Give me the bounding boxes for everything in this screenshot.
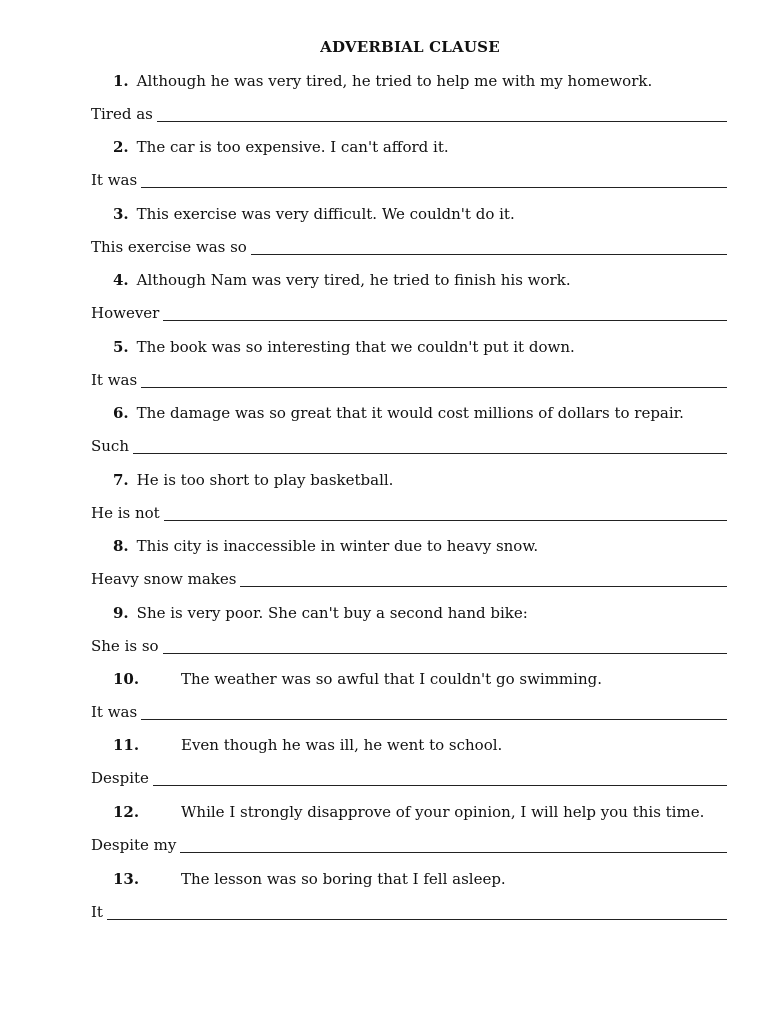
answer-blank[interactable] xyxy=(107,903,727,920)
answer-lead: However xyxy=(91,304,160,322)
exercise-prompt xyxy=(113,668,602,690)
answer-line xyxy=(91,435,727,457)
exercise-number: 2. xyxy=(113,138,129,156)
answer-lead: He is not xyxy=(91,504,160,522)
exercise-prompt xyxy=(113,269,571,291)
exercise-number: 6. xyxy=(113,404,129,422)
exercise-sentence: The lesson was so boring that I fell asleep. xyxy=(181,870,506,888)
answer-line xyxy=(91,169,727,191)
answer-line xyxy=(91,236,727,258)
exercise-prompt xyxy=(113,336,575,358)
answer-blank[interactable] xyxy=(180,836,727,853)
answer-line xyxy=(91,767,727,789)
answer-lead: It was xyxy=(91,171,138,189)
exercise-sentence: The book was so interesting that we couldn't put it down. xyxy=(136,338,575,356)
answer-blank[interactable] xyxy=(153,769,727,786)
exercise-prompt xyxy=(113,734,502,756)
exercise-sentence: The weather was so awful that I couldn't go swimming. xyxy=(181,670,602,688)
exercise-number: 4. xyxy=(113,271,129,289)
exercise-number: 3. xyxy=(113,205,129,223)
exercise-prompt xyxy=(113,801,704,823)
answer-lead: She is so xyxy=(91,637,159,655)
exercise-prompt xyxy=(113,535,538,557)
answer-lead: Such xyxy=(91,437,129,455)
answer-lead: Tired as xyxy=(91,105,153,123)
exercise-sentence: The damage was so great that it would cost millions of dollars to repair. xyxy=(136,404,684,422)
exercise-number: 7. xyxy=(113,471,129,489)
answer-lead: This exercise was so xyxy=(91,238,247,256)
exercise-sentence: Although Nam was very tired, he tried to finish his work. xyxy=(136,271,571,289)
answer-lead: Despite xyxy=(91,769,149,787)
answer-blank[interactable] xyxy=(141,171,727,188)
exercise-number: 11. xyxy=(113,736,140,754)
exercise-prompt xyxy=(113,602,528,624)
exercise-prompt xyxy=(113,868,506,890)
exercise-number: 13. xyxy=(113,870,140,888)
answer-line xyxy=(91,834,727,856)
answer-blank[interactable] xyxy=(141,371,727,388)
answer-blank[interactable] xyxy=(141,703,727,720)
answer-lead: It was xyxy=(91,703,138,721)
exercise-prompt xyxy=(113,203,515,225)
exercise-number: 12. xyxy=(113,803,140,821)
exercise-prompt xyxy=(113,70,652,92)
answer-blank[interactable] xyxy=(163,304,727,321)
answer-lead: Despite my xyxy=(91,836,177,854)
exercise-sentence: While I strongly disapprove of your opinion, I will help you this time. xyxy=(181,803,705,821)
exercise-number: 10. xyxy=(113,670,140,688)
exercise-sentence: This city is inaccessible in winter due to heavy snow. xyxy=(136,537,539,555)
answer-lead: Heavy snow makes xyxy=(91,570,237,588)
answer-line xyxy=(91,369,727,391)
answer-blank[interactable] xyxy=(164,504,727,521)
page-title: ADVERBIAL CLAUSE xyxy=(320,38,500,56)
exercise-number: 1. xyxy=(113,72,129,90)
exercise-sentence: Although he was very tired, he tried to help me with my homework. xyxy=(136,72,653,90)
answer-line xyxy=(91,901,727,923)
exercise-sentence: He is too short to play basketball. xyxy=(136,471,394,489)
answer-blank[interactable] xyxy=(240,570,727,587)
answer-line xyxy=(91,568,727,590)
exercise-prompt xyxy=(113,136,449,158)
answer-line xyxy=(91,302,727,324)
exercise-number: 5. xyxy=(113,338,129,356)
exercise-sentence: She is very poor. She can't buy a second hand bike: xyxy=(136,604,528,622)
exercise-prompt xyxy=(113,402,684,424)
answer-line xyxy=(91,103,727,125)
answer-line xyxy=(91,701,727,723)
answer-lead: It xyxy=(91,903,103,921)
answer-blank[interactable] xyxy=(251,238,727,255)
exercise-sentence: The car is too expensive. I can't afford it. xyxy=(136,138,449,156)
exercise-number: 9. xyxy=(113,604,129,622)
exercise-number: 8. xyxy=(113,537,129,555)
answer-lead: It was xyxy=(91,371,138,389)
answer-line xyxy=(91,502,727,524)
answer-line xyxy=(91,635,727,657)
answer-blank[interactable] xyxy=(157,105,727,122)
answer-blank[interactable] xyxy=(133,437,727,454)
exercise-sentence: This exercise was very difficult. We couldn't do it. xyxy=(136,205,515,223)
exercise-sentence: Even though he was ill, he went to school. xyxy=(181,736,503,754)
answer-blank[interactable] xyxy=(163,637,727,654)
exercise-prompt xyxy=(113,469,393,491)
